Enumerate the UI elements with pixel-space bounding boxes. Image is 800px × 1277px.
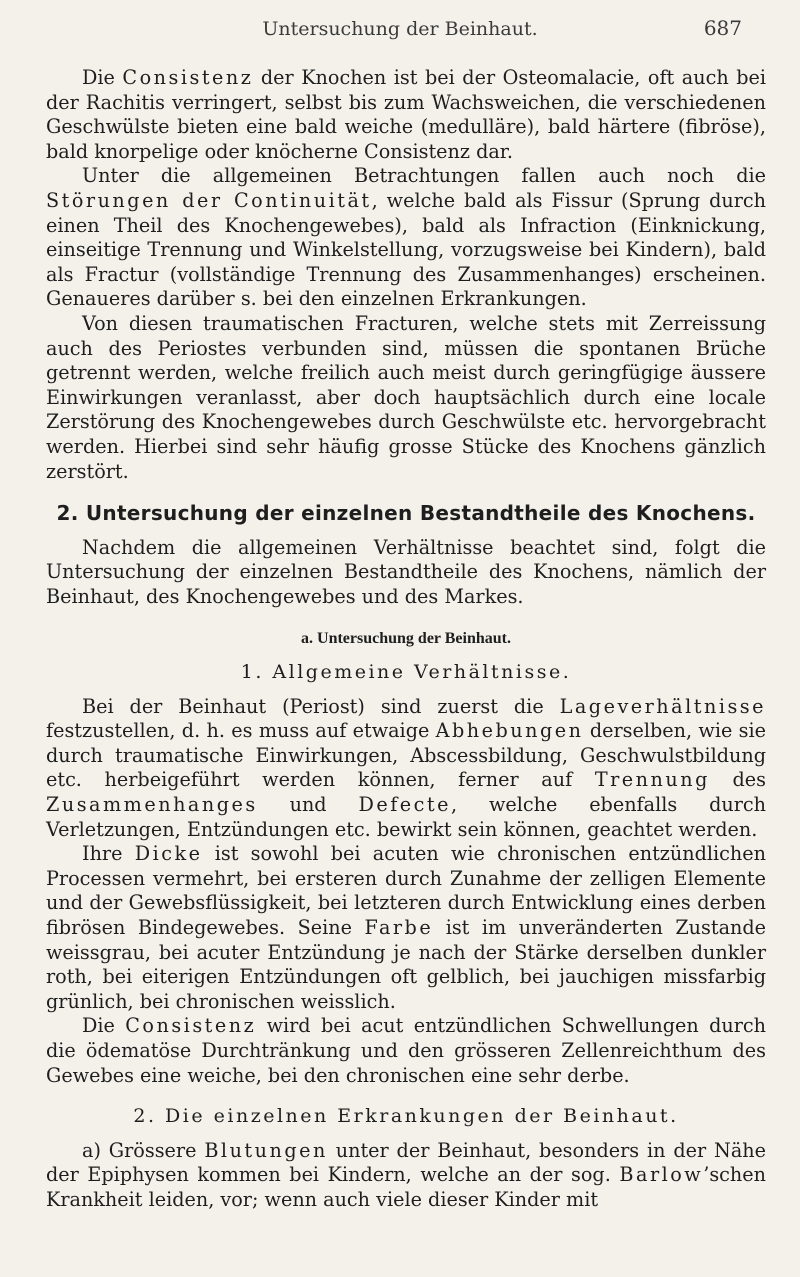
running-title: Untersuchung der Beinhaut. [262, 18, 538, 40]
text-run: festzustellen, d. h. es muss auf etwaige [46, 719, 436, 743]
paragraph-bleeding [46, 1139, 766, 1213]
spaced-term: Defecte [358, 793, 451, 817]
text-run: Die [82, 66, 123, 89]
text-run: ist im unveränderten Zustande weissgrau, bei acuter Entzündung je nach der Stärke derselben dunkler roth, bei eiterigen Entzündungen oft gelblich, bei jauchigen missfarbig grünlich, bei chronischen weisslich. [46, 916, 766, 1013]
text-run: Unter die allgemeinen Betrachtungen fallen auch noch die [82, 164, 766, 188]
text-run: Ihre [82, 842, 135, 866]
running-header [0, 10, 800, 50]
text-run: und [257, 793, 359, 817]
paragraph-continuity [46, 164, 766, 312]
text-run: unter der Beinhaut, besonders in der Nähe der Epiphysen kommen bei Kindern, welche an der sog. [46, 1138, 766, 1187]
item-heading-diseases: 2. Die einzelnen Erkrankungen der Beinhaut. [133, 1105, 679, 1128]
spaced-term: Blutungen [204, 1138, 328, 1162]
page-body [46, 66, 766, 1213]
text-run: Die [82, 1014, 126, 1038]
paragraph-thickness [46, 842, 766, 1014]
paragraph-consistenz [46, 66, 766, 164]
spaced-term: Lageverhältnisse [559, 694, 766, 718]
spaced-term: Störungen der Continuität [46, 188, 372, 212]
text-run: a) Grössere [82, 1138, 205, 1162]
text-run: der Knochen ist bei der Osteomalacie, oft auch bei der Rachitis verringert, selbst bis zum Wachsweichen, die verschiedenen Geschwülste bieten eine bald weiche (medulläre), bald härtere (fibröse), bald knorpelige oder knöcherne Consistenz dar. [46, 66, 766, 163]
text-run: , welche ebenfalls durch Verletzungen, Entzündungen etc. bewirkt sein können, geachtet werden. [46, 793, 766, 841]
page-number: 687 [703, 16, 742, 40]
spaced-term: Consistenz [122, 66, 254, 89]
section-heading: 2. Untersuchung der einzelnen Bestandtheile des Knochens. [56, 501, 756, 526]
spaced-term: Farbe [364, 916, 434, 939]
text-run: derselben, wie sie durch traumatische Einwirkungen, Abscessbildung, Geschwulstbildung etc. herbeigeführt werden können, ferner auf [46, 719, 767, 792]
text-run: ’schen Krankheit leiden, vor; wenn auch viele dieser Kinder mit [46, 1163, 766, 1211]
text-run: , welche bald als Fissur (Sprung durch einen Theil des Knochengewebes), bald als Infraction (Einknickung, einseitige Trennung und Winkelstellung, vorzugsweise bei Kindern), bald als Fractur (vollständige Trennung des Zusammenhanges) erscheinen. Genaueres darüber s. bei den einzelnen Erkrankungen. [46, 188, 766, 311]
text-run: Bei der Beinhaut (Periost) sind zuerst die [82, 694, 560, 718]
spaced-term: Trennung [594, 768, 710, 792]
paragraph-consistency [46, 1014, 766, 1088]
spaced-term: Barlow [619, 1163, 704, 1187]
spaced-term: Abhebungen [435, 719, 584, 743]
spaced-term: Dicke [134, 842, 203, 866]
spaced-term: Consistenz [125, 1014, 257, 1038]
paragraph-position [46, 695, 766, 843]
item-heading-general: 1. Allgemeine Verhältnisse. [240, 661, 572, 684]
text-run: ist sowohl bei acuten wie chronischen entzündlichen Processen vermehrt, bei ersteren durch Zunahme der zelligen Elemente und der Gewebsflüssigkeit, bei letzteren durch Entwicklung eines derben fibrösen Bindegewebes. Seine [46, 842, 766, 939]
spacer [46, 1088, 766, 1100]
subsection-heading: a. Untersuchung der Beinhaut. [301, 630, 511, 648]
paragraph-fractures: Von diesen traumatischen Fracturen, welche stets mit Zerreissung auch des Periostes verbunden sind, müssen die spontanen Brüche getrennt werden, welche freilich auch meist durch geringfügige äussere Einwirkungen veranlasst, aber doch hauptsächlich durch eine locale Zerstörung des Knochengewebes durch Geschwülste etc. hervorgebracht werden. Hierbei sind sehr häufig grosse Stücke des Knochens gänzlich zerstört. [46, 311, 766, 483]
text-run: wird bei acut entzündlichen Schwellungen durch die ödematöse Durchtränkung und den grösseren Zellenreichthum des Gewebes eine weiche, bei den chronischen eine sehr derbe. [46, 1014, 766, 1087]
section-intro: Nachdem die allgemeinen Verhältnisse beachtet sind, folgt die Untersuchung der einzelnen Bestandtheile des Knochens, nämlich der Beinhaut, des Knochengewebes und des Markes. [46, 535, 766, 608]
text-run: des [709, 768, 766, 792]
spaced-term: Zusammenhanges [46, 793, 258, 817]
